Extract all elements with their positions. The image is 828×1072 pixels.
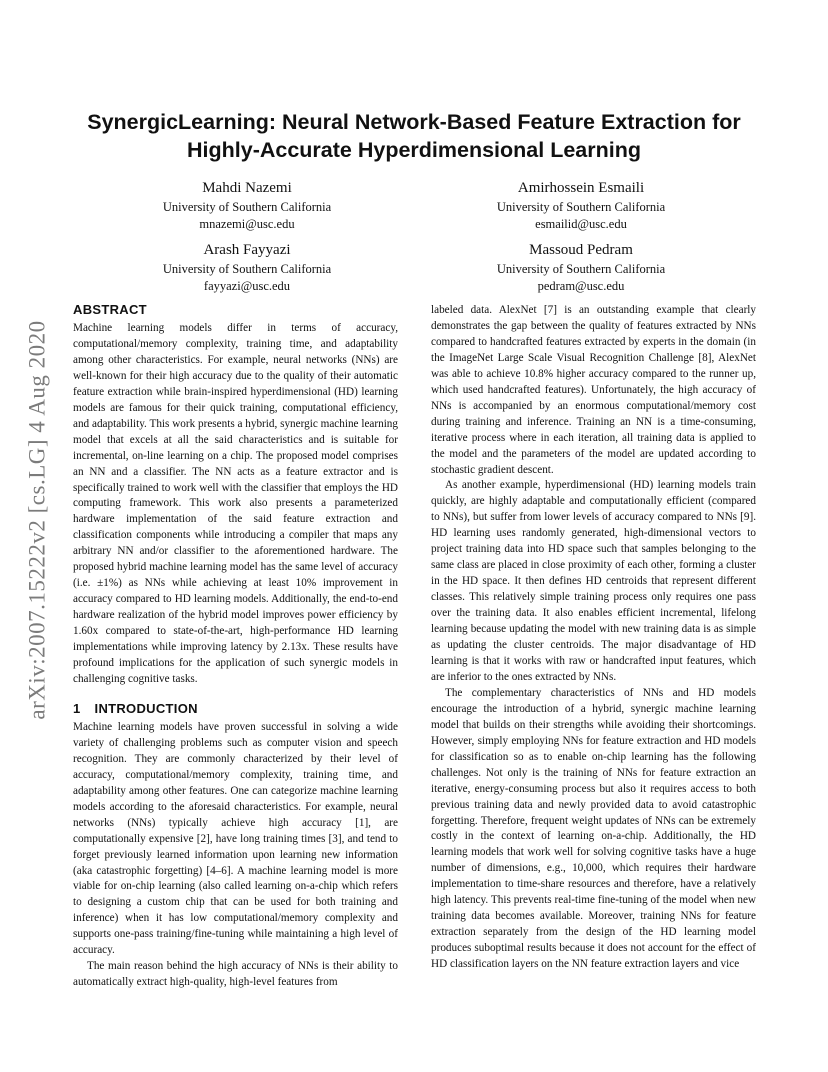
author-name: Massoud Pedram	[529, 242, 633, 258]
author-block	[97, 178, 397, 233]
author-name: Mahdi Nazemi	[202, 180, 292, 196]
arxiv-identifier	[22, 290, 54, 750]
author-affiliation: University of Southern California	[162, 200, 332, 214]
arxiv-identifier-text: arXiv:2007.15222v2 [cs.LG] 4 Aug 2020	[25, 320, 50, 720]
paragraph: The complementary characteristics of NNs and HD models encourage the introduction of a hybrid, synergic machine learning model that builds on their strengths while avoiding their shortcomings. However, simply employing NNs for feature extraction and HD models for classification so as to enable on-chip learning has the following challenges. Not only is the training of NNs for feature extraction an iterative, energy-consuming process but also it requires access to both previous training data and newly provided data to avoid catastrophic forgetting. Therefore, frequent weight updates of NNs can be extremely costly in the context of learning on-a-chip. Additionally, the HD learning models that work well for solving cognitive tasks have a huge number of dimensions, e.g., 10,000, which requires their hardware implementation to time-share resources and therefore, have a relatively high latency. This prevents real-time fine-tuning of the model when new training data becomes available. Moreover, training NNs for feature extraction separately from the design of the HD learning model produces suboptimal results because it does not account for the effect of HD classification layers on the NN feature extraction layers and vice	[431, 686, 756, 971]
section-title: INTRODUCTION	[94, 700, 198, 716]
author-name: Amirhossein Esmaili	[517, 180, 645, 196]
paragraph: labeled data. AlexNet [7] is an outstanding example that clearly demonstrates the gap between the quality of features extracted by NNs compared to handcrafted features extracted by experts in the domain (in the ImageNet Large Scale Visual Recognition Challenge [8], AlexNet was able to achieve 10.8% higher accuracy compared to the runner up, which used handcrafted features). Unfortunately, the high accuracy of NNs is accompanied by an enormous computational/memory cost during training and inference. Training an NN is a time-consuming, iterative process where in each iteration, all training data is applied to the model and the parameters of the model are updated according to stochastic gradient descent.	[431, 304, 756, 476]
section-number: 1	[73, 700, 81, 716]
author-affiliation: University of Southern California	[496, 262, 666, 276]
paragraph: The main reason behind the high accuracy of NNs is their ability to automatically extract high-quality, high-level features from	[73, 960, 398, 989]
paragraph: Machine learning models have proven successful in solving a wide variety of challenging problems such as computer vision and speech recognition. They are commonly characterized by their level of accuracy, computational/memory complexity, training time, and adaptability among other features. One can categorize machine learning models according to the aforesaid characteristics. For example, neural networks (NNs) typically achieve high accuracy [1], are computationally expensive [2], have long training times [3], and tend to forget previously learned information upon learning new information (aka catastrophic forgetting) [4–6]. A machine learning model is more viable for on-chip learning (also called learning on-a-chip which refers to designing a custom chip that can be used for both training and inference) when it has low computational/memory complexity and supports one-pass training/fine-tuning while maintaining a high level of accuracy.	[73, 720, 398, 957]
author-email: pedram@usc.edu	[537, 279, 625, 293]
right-column	[431, 303, 756, 973]
author-affiliation: University of Southern California	[496, 200, 666, 214]
author-block	[431, 240, 731, 295]
author-block	[431, 178, 731, 233]
author-block	[97, 240, 397, 295]
author-email: fayyazi@usc.edu	[203, 279, 291, 293]
left-column	[73, 301, 398, 991]
paper-title-line-2: Highly-Accurate Hyperdimensional Learning	[187, 138, 641, 162]
abstract-heading: ABSTRACT	[73, 302, 147, 317]
paragraph: As another example, hyperdimensional (HD) learning models train quickly, are highly adaptable and computationally efficient (compared to NNs), but suffer from lower levels of accuracy compared to NNs [9]. HD learning uses randomly generated, high-dimensional vectors to project training data into HD space such that samples belonging to the same class are placed in close proximity of each other, forming a cluster in the HD space. It then defines HD centroids that represent different classes. This relatively simple training process only requires one pass over the training data. It also enables efficient incremental, lifelong learning because updating the model with new training data is as simple as updating the cluster centroids. The major disadvantage of HD learning is that it works with raw or handcrafted input features, which are inferior to the ones extracted by NNs.	[431, 479, 756, 683]
author-name: Arash Fayyazi	[203, 242, 291, 258]
paper-title-line-1: SynergicLearning: Neural Network-Based Feature Extraction for	[87, 110, 741, 134]
author-email: esmailid@usc.edu	[535, 217, 627, 231]
abstract-text: Machine learning models differ in terms of accuracy, computational/memory complexity, training time, and adaptability among other characteristics. For example, neural networks (NNs) are well-known for their high accuracy due to the quality of their automatic feature extraction while brain-inspired hyperdimensional (HD) learning models are famous for their quick training, computational efficiency, and adaptability. This work presents a hybrid, synergic machine learning model that excels at all the said characteristics and is suitable for incremental, on-line learning on a chip. The proposed model comprises an NN and a classifier. The NN acts as a feature extractor and is specifically trained to work well with the classifier that employs the HD computing framework. This work also presents a parameterized hardware implementation of the said feature extraction and classification components while introducing a compiler that maps any arbitrary NN and/or classifier to the aforementioned hardware. The proposed hybrid machine learning model has the same level of accuracy (i.e. ±1%) as NNs while achieving at least 10% improvement in accuracy compared to HD learning models. Additionally, the end-to-end hardware realization of the hybrid model improves power efficiency by 1.60x compared to state-of-the-art, high-performance HD learning implementations while improving latency by 2.13x. These results have profound implications for the application of such synergic models in challenging cognitive tasks.	[73, 322, 398, 685]
author-email: mnazemi@usc.edu	[199, 217, 295, 231]
author-affiliation: University of Southern California	[162, 262, 332, 276]
introduction-heading	[73, 700, 398, 717]
paper-title	[40, 108, 788, 164]
